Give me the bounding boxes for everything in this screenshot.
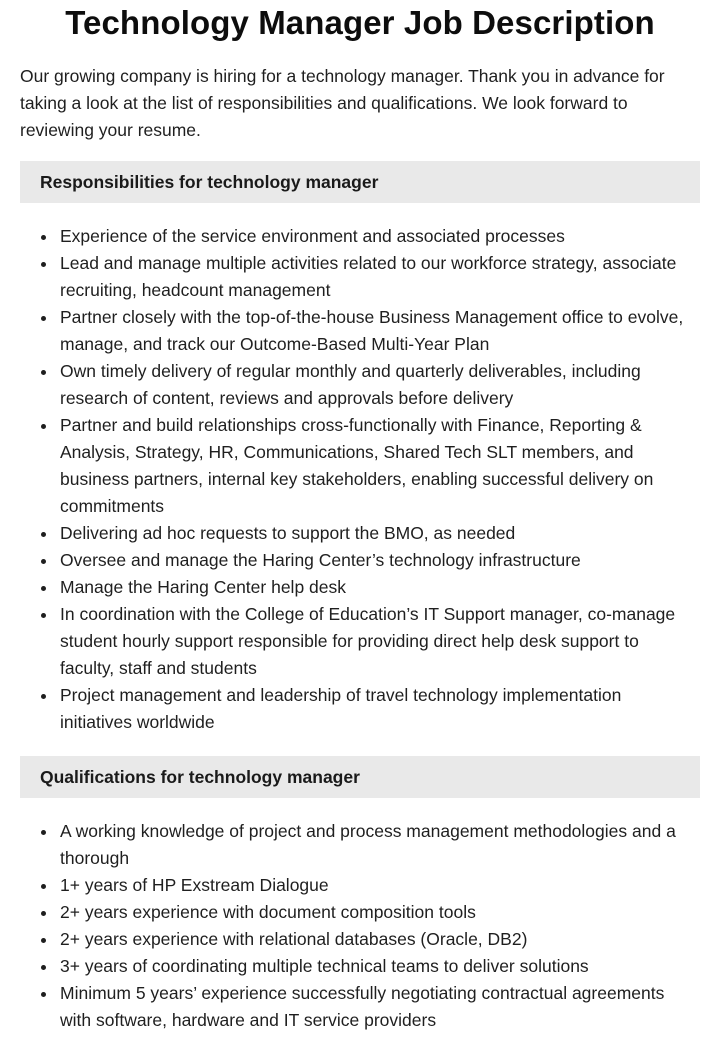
list-item: Experience of the service environment and associated processes [60, 223, 700, 250]
list-item: Own timely delivery of regular monthly and quarterly deliverables, including research of content, reviews and approvals before delivery [60, 358, 700, 412]
responsibilities-list [20, 223, 700, 736]
page-title: Technology Manager Job Description [65, 4, 655, 41]
list-item: Lead and manage multiple activities related to our workforce strategy, associate recruiting, headcount management [60, 250, 700, 304]
list-item: Delivering ad hoc requests to support the BMO, as needed [60, 520, 700, 547]
list-item: Project management and leadership of travel technology implementation initiatives worldwide [60, 682, 700, 736]
list-item: Minimum 5 years’ experience successfully negotiating contractual agreements with software, hardware and IT service providers [60, 980, 700, 1034]
intro-paragraph: Our growing company is hiring for a technology manager. Thank you in advance for taking a look at the list of responsibilities and qualifications. We look forward to reviewing your resume. [20, 66, 665, 140]
list-item: 2+ years experience with document composition tools [60, 899, 700, 926]
list-item: Oversee and manage the Haring Center’s technology infrastructure [60, 547, 700, 574]
list-item: A working knowledge of project and process management methodologies and a thorough [60, 818, 700, 872]
qualifications-list [20, 818, 700, 1034]
list-item: 1+ years of HP Exstream Dialogue [60, 872, 700, 899]
list-item: Partner closely with the top-of-the-house Business Management office to evolve, manage, and track our Outcome-Based Multi-Year Plan [60, 304, 700, 358]
responsibilities-heading: Responsibilities for technology manager [20, 161, 700, 203]
list-item: Manage the Haring Center help desk [60, 574, 700, 601]
list-item: Partner and build relationships cross-functionally with Finance, Reporting & Analysis, Strategy, HR, Communications, Shared Tech SLT members, and business partners, internal key stakeholders, enabling successful delivery on commitments [60, 412, 700, 520]
list-item: In coordination with the College of Education’s IT Support manager, co-manage student hourly support responsible for providing direct help desk support to faculty, staff and students [60, 601, 700, 682]
list-item: 2+ years experience with relational databases (Oracle, DB2) [60, 926, 700, 953]
qualifications-heading: Qualifications for technology manager [20, 756, 700, 798]
list-item: 3+ years of coordinating multiple technical teams to deliver solutions [60, 953, 700, 980]
